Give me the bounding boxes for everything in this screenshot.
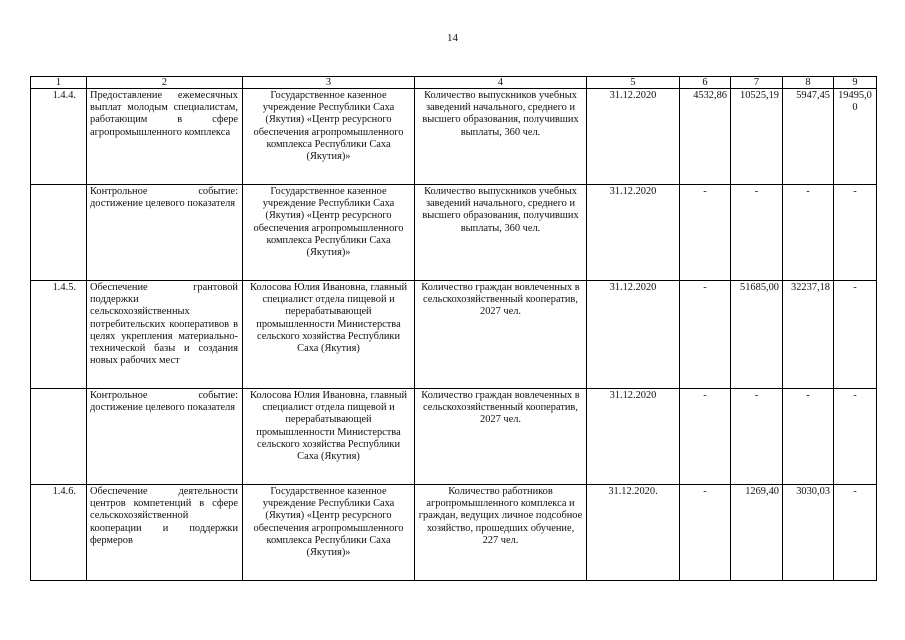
responsible-executor: Государственное казенное учреждение Республики Саха (Якутия) «Центр ресурсного обеспечения агропромышленного комплекса Республики Саха (Якутия)» — [243, 89, 415, 185]
table-row — [31, 485, 877, 581]
result-indicator: Количество граждан вовлеченных в сельскохозяйственный кооператив, 2027 чел. — [415, 389, 587, 485]
header-cell: 5 — [587, 77, 680, 89]
row-number: 1.4.6. — [31, 485, 87, 581]
row-number: 1.4.5. — [31, 281, 87, 389]
value-col-9: - — [834, 185, 877, 281]
responsible-executor: Государственное казенное учреждение Республики Саха (Якутия) «Центр ресурсного обеспечения агропромышленного комплекса Республики Саха (Якутия)» — [243, 185, 415, 281]
result-indicator: Количество выпускников учебных заведений начального, среднего и высшего образования, получивших выплаты, 360 чел. — [415, 185, 587, 281]
value-col-8: - — [783, 389, 834, 485]
table-row — [31, 281, 877, 389]
value-col-8: - — [783, 185, 834, 281]
deadline-date: 31.12.2020. — [587, 485, 680, 581]
deadline-date: 31.12.2020 — [587, 281, 680, 389]
responsible-executor: Колосова Юлия Ивановна, главный специалист отдела пищевой и перерабатывающей промышленности Министерства сельского хозяйства Республики Саха (Якутия) — [243, 281, 415, 389]
header-cell: 2 — [87, 77, 243, 89]
activity-name: Предоставление ежемесячных выплат молодым специалистам, работающим в сфере агропромышленного комплекса — [87, 89, 243, 185]
value-col-6: - — [680, 185, 731, 281]
value-col-9: 19495,00 — [834, 89, 877, 185]
activity-name: Обеспечение грантовой поддержки сельскохозяйственных потребительских кооперативов в целях укрепления материально-технической базы и создания новых рабочих мест — [87, 281, 243, 389]
activity-name: Контрольное событие: достижение целевого показателя — [87, 389, 243, 485]
header-cell: 4 — [415, 77, 587, 89]
table-row — [31, 89, 877, 185]
value-col-8: 32237,18 — [783, 281, 834, 389]
value-col-7: 51685,00 — [731, 281, 783, 389]
value-col-6: - — [680, 281, 731, 389]
value-col-9: - — [834, 281, 877, 389]
activity-name: Контрольное событие: достижение целевого показателя — [87, 185, 243, 281]
value-col-6: - — [680, 485, 731, 581]
header-cell: 6 — [680, 77, 731, 89]
value-col-7: 1269,40 — [731, 485, 783, 581]
result-indicator: Количество граждан вовлеченных в сельскохозяйственный кооператив, 2027 чел. — [415, 281, 587, 389]
responsible-executor: Государственное казенное учреждение Республики Саха (Якутия) «Центр ресурсного обеспечения агропромышленного комплекса Республики Саха (Якутия)» — [243, 485, 415, 581]
value-col-8: 5947,45 — [783, 89, 834, 185]
deadline-date: 31.12.2020 — [587, 389, 680, 485]
deadline-date: 31.12.2020 — [587, 89, 680, 185]
deadline-date: 31.12.2020 — [587, 185, 680, 281]
value-col-9: - — [834, 389, 877, 485]
page-number: 14 — [447, 32, 458, 44]
header-cell: 8 — [783, 77, 834, 89]
value-col-7: - — [731, 389, 783, 485]
header-row — [31, 77, 877, 89]
header-cell: 3 — [243, 77, 415, 89]
responsible-executor: Колосова Юлия Ивановна, главный специалист отдела пищевой и перерабатывающей промышленности Министерства сельского хозяйства Республики Саха (Якутия) — [243, 389, 415, 485]
row-number — [31, 185, 87, 281]
value-col-7: - — [731, 185, 783, 281]
value-col-6: - — [680, 389, 731, 485]
value-col-7: 10525,19 — [731, 89, 783, 185]
value-col-9: - — [834, 485, 877, 581]
activity-name: Обеспечение деятельности центров компетенций в сфере сельскохозяйственной кооперации и поддержки фермеров — [87, 485, 243, 581]
row-number: 1.4.4. — [31, 89, 87, 185]
value-col-8: 3030,03 — [783, 485, 834, 581]
table-row — [31, 389, 877, 485]
header-cell: 1 — [31, 77, 87, 89]
result-indicator: Количество работников агропромышленного комплекса и граждан, ведущих личное подсобное хозяйство, прошедших обучение, 227 чел. — [415, 485, 587, 581]
table-row — [31, 185, 877, 281]
header-cell: 9 — [834, 77, 877, 89]
program-table — [30, 76, 877, 581]
value-col-6: 4532,86 — [680, 89, 731, 185]
result-indicator: Количество выпускников учебных заведений начального, среднего и высшего образования, получивших выплаты, 360 чел. — [415, 89, 587, 185]
row-number — [31, 389, 87, 485]
header-cell: 7 — [731, 77, 783, 89]
